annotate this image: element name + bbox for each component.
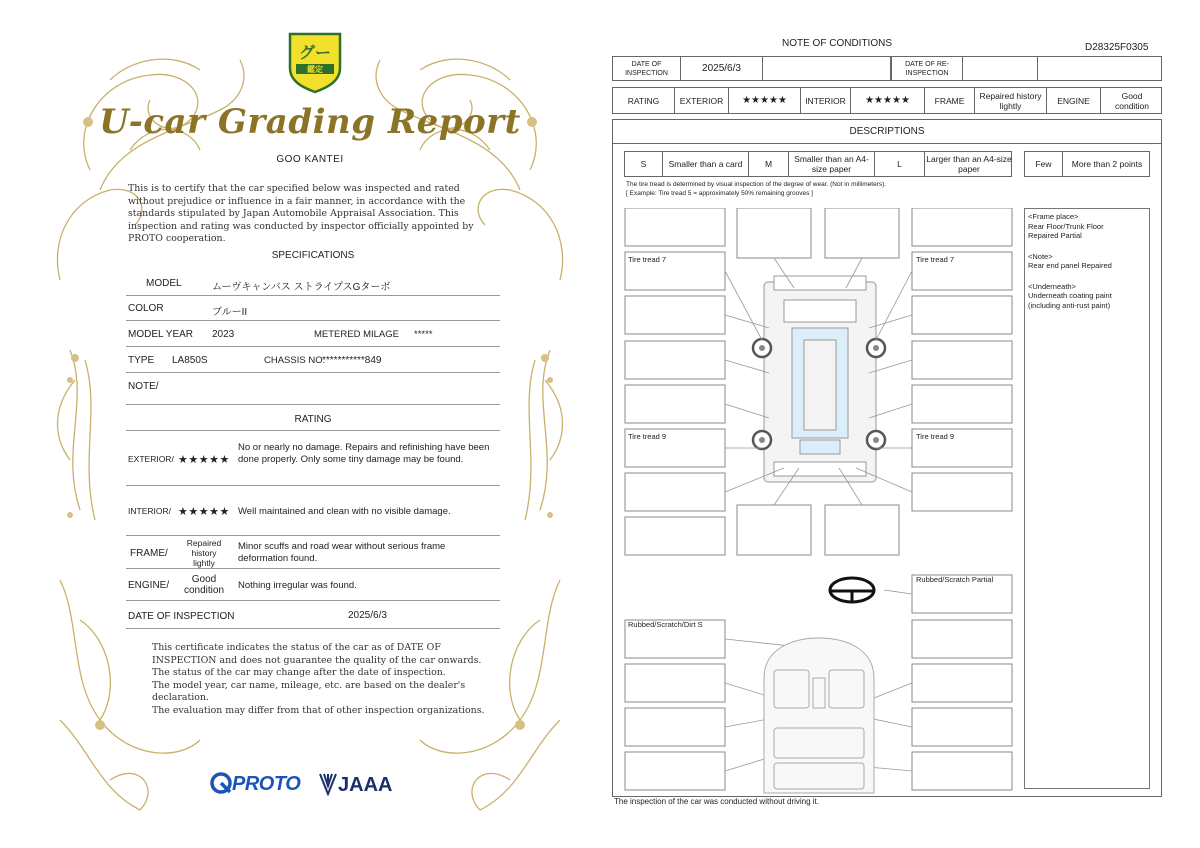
frame-place-line: Rear Floor/Trunk Floor (1028, 221, 1104, 231)
note-line: Rear end panel Repaired (1028, 261, 1112, 270)
note-heading: <Note> (1028, 251, 1053, 261)
exterior-description: No or nearly no damage. Repairs and refinishing have been done properly. Only some tiny damage may be found. (238, 442, 490, 465)
goo-kantei-badge (286, 30, 344, 94)
inspection-date-value: 2025/6/3 (348, 610, 387, 621)
model-year-value: 2023 (212, 329, 235, 340)
interior-label: INTERIOR (801, 88, 851, 113)
frame-value: Repaired history lightly (186, 538, 222, 568)
model-year-row (126, 321, 500, 347)
type-value: LA850S (172, 355, 208, 366)
grading-report-certificate (40, 20, 580, 830)
note-label: NOTE/ (128, 381, 159, 392)
model-year-label: MODEL YEAR (128, 329, 194, 340)
model-row (126, 270, 500, 296)
inspection-date-label: DATE OF INSPECTION (128, 611, 235, 622)
model-label: MODEL (146, 278, 182, 289)
exterior-label: EXTERIOR (675, 88, 729, 113)
frame-place-line: Repaired Partial (1028, 231, 1082, 240)
certificate-footer (152, 642, 492, 717)
svg-text:鑑定: 鑑定 (307, 65, 323, 74)
color-row (126, 296, 500, 321)
exterior-label: EXTERIOR/ (128, 454, 174, 464)
date-inspection-value: 2025/6/3 (681, 57, 763, 80)
model-value: ムーヴキャンバス ストライプスGターボ (212, 282, 391, 293)
few-legend (1024, 151, 1150, 177)
note-of-conditions (610, 30, 1165, 820)
tire-tread-rear-left: Tire tread 9 (628, 432, 667, 441)
footer-line: The status of the car may change after the date of inspection. (152, 667, 446, 678)
underneath-line: (including anti-rust paint) (1028, 300, 1111, 310)
legend-few-desc: More than 2 points (1071, 159, 1143, 169)
frame-place-heading: <Frame place> (1028, 212, 1079, 221)
legend-l: L (875, 152, 925, 176)
legend-few: Few (1025, 152, 1063, 176)
engine-value: Good condition (183, 574, 225, 596)
reinspection-label: DATE OF RE-INSPECTION (891, 57, 963, 80)
steering-wheel-icon (830, 578, 874, 602)
legend-m: M (749, 152, 789, 176)
frame-label: FRAME/ (130, 548, 168, 559)
certification-statement: This is to certify that the car specified below was inspected and rated without prejudice or influence in a fair manner, in accordance with the standards stipulated by Japan Automobile Appraisal Association. This inspection and rating was conducted by inspector officially appointed by PROTO cooperation. (128, 183, 474, 244)
tire-note-line: [ Example: Tire tread 5 = approximately 50% remaining grooves ] (626, 189, 813, 197)
underneath-heading: <Underneath> (1028, 281, 1076, 291)
exterior-stars: ★★★★★ (178, 454, 230, 466)
interior-row (126, 486, 500, 536)
tire-tread-note (626, 181, 1016, 198)
jaaa-logo (318, 772, 392, 797)
chassis-value: ***********849 (322, 355, 382, 366)
footer-line: The evaluation may differ from that of other inspection organizations. (152, 704, 485, 716)
interior-stars: ★★★★★ (851, 88, 925, 113)
metered-milage-label: METERED MILAGE (314, 329, 399, 340)
svg-text:グー: グー (298, 43, 332, 62)
reinspection-value (963, 57, 1038, 80)
type-row (126, 347, 500, 373)
damage-size-legend (624, 151, 1012, 177)
legend-l-desc: Larger than an A4-size paper (926, 154, 1012, 174)
report-title: U-car Grading Report (99, 102, 521, 142)
date-blank-cell (763, 57, 891, 80)
rating-table (612, 87, 1162, 114)
note-title: NOTE OF CONDITIONS (782, 38, 892, 49)
legend-s-desc: Smaller than a card (663, 152, 749, 176)
exterior-stars: ★★★★★ (729, 88, 801, 113)
note-block (1028, 252, 1146, 271)
proto-logo-text: PROTO (232, 773, 301, 795)
frame-place-block (1028, 212, 1146, 241)
footer-line: The model year, car name, mileage, etc. are based on the dealer's declaration. (152, 679, 466, 703)
underneath-block (1028, 282, 1146, 311)
frame-label: FRAME (925, 88, 975, 113)
color-value: ブルーII (212, 307, 248, 318)
type-label: TYPE (128, 355, 155, 366)
specifications-heading: SPECIFICATIONS (271, 250, 355, 261)
driving-note: The inspection of the car was conducted without driving it. (614, 797, 819, 806)
date-inspection-label: DATE OF INSPECTION (613, 57, 681, 80)
rating-divider (126, 430, 500, 431)
underneath-line: Underneath coating paint (1028, 291, 1112, 300)
frame-row (126, 536, 500, 569)
rating-heading: RATING (294, 414, 332, 425)
inspection-date-row (126, 601, 500, 629)
proto-logo (210, 772, 300, 796)
exterior-row (126, 432, 500, 486)
report-code: D28325F0305 (1085, 42, 1149, 53)
inspection-date-table (612, 56, 1162, 81)
metered-milage-value: ***** (414, 329, 433, 340)
tire-tread-front-left: Tire tread 7 (628, 255, 667, 264)
descriptions-panel (1024, 208, 1150, 789)
color-label: COLOR (128, 303, 164, 314)
vehicle-damage-diagram (624, 208, 1024, 798)
engine-description: Nothing irregular was found. (238, 580, 357, 591)
descriptions-heading: DESCRIPTIONS (613, 120, 1161, 144)
engine-label: ENGINE/ (128, 580, 170, 591)
frame-description: Minor scuffs and road wear without serious frame deformation found. (238, 541, 446, 564)
note-row (126, 373, 500, 405)
chassis-label: CHASSIS NO. (264, 355, 326, 366)
jaaa-logo-text: JAAA (338, 774, 393, 796)
legend-s: S (625, 152, 663, 176)
interior-stars: ★★★★★ (178, 506, 230, 518)
footer-line: This certificate indicates the status of the car as of DATE OF INSPECTION and does not guarantee the quality of the car onwards. (152, 642, 482, 666)
engine-row (126, 569, 500, 601)
tire-tread-front-right: Tire tread 7 (916, 255, 955, 264)
interior-label: INTERIOR/ (128, 506, 171, 516)
interior-description: Well maintained and clean with no visible damage. (238, 506, 451, 517)
proto-logo-icon (210, 772, 232, 794)
report-subtitle: GOO KANTEI (276, 154, 344, 165)
tire-tread-rear-right: Tire tread 9 (916, 432, 955, 441)
tire-note-line: The tire tread is determined by visual inspection of the degree of wear. (Not in millimeters). (626, 181, 887, 188)
engine-value: Good condition (1114, 90, 1150, 111)
steering-note: Rubbed/Scratch Partial (916, 575, 994, 584)
rating-label: RATING (613, 88, 675, 113)
frame-value: Repaired history lightly (975, 88, 1047, 113)
interior-note: Rubbed/Scratch/Dirt S (628, 620, 703, 629)
footer-logos (210, 770, 410, 800)
engine-label: ENGINE (1047, 88, 1101, 113)
legend-m-desc: Smaller than an A4-size paper (789, 152, 875, 176)
jaaa-logo-icon (318, 772, 338, 796)
